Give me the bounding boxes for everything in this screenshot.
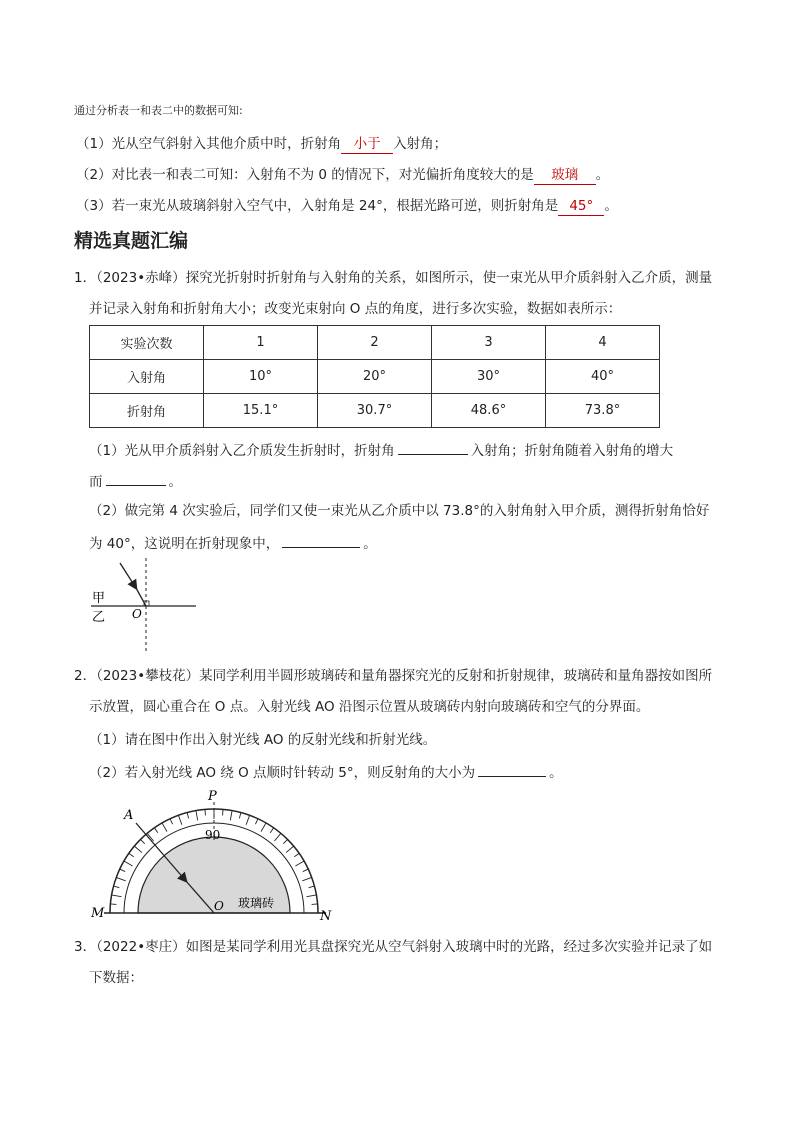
protractor-tick <box>294 853 299 856</box>
q3-text-line1: 如图是某同学利用光具盘探究光从空气斜射入玻璃中时的光路，经过多次实验并记录了如 <box>185 939 713 955</box>
table-cell: 4 <box>546 326 660 360</box>
label-o: O <box>214 899 224 913</box>
q2-sub2-a: （2）若入射光线 AO 绕 O 点顺时针转动 5°，则反射角的大小为 <box>89 765 476 781</box>
table-cell: 入射角 <box>90 360 204 394</box>
label-a: A <box>124 808 134 823</box>
q1-sub1-b: 入射角；折射角随着入射角的增大 <box>470 443 674 459</box>
intro-text: 通过分析表一和表二中的数据可知: <box>74 104 243 117</box>
label-yi: 乙 <box>92 610 106 625</box>
conclusion-1-before: 光从空气斜射入其他介质中时，折射角 <box>111 136 342 152</box>
q1-sub1-a: （1）光从甲介质斜射入乙介质发生折射时，折射角 <box>89 443 395 459</box>
incident-ray-tail <box>136 588 146 606</box>
conclusion-3 <box>76 197 618 216</box>
protractor-tick <box>114 886 120 888</box>
label-m: M <box>91 906 105 921</box>
q2-sub2 <box>89 762 563 782</box>
table-cell: 1 <box>204 326 318 360</box>
q2-source: （2023•攀枝花） <box>96 668 200 684</box>
table-cell: 折射角 <box>90 394 204 428</box>
protractor-tick <box>239 813 241 819</box>
protractor-tick <box>223 809 224 815</box>
conclusion-3-answer: 45° <box>558 197 604 216</box>
q2-blank-1[interactable] <box>478 762 546 777</box>
label-o: O <box>132 607 142 621</box>
table-cell: 3 <box>432 326 546 360</box>
table-cell: 实验次数 <box>90 326 204 360</box>
q3-num: 3． <box>74 939 97 955</box>
conclusion-1-after: 入射角； <box>393 136 448 152</box>
table-cell: 73.8° <box>546 394 660 428</box>
protractor-tick <box>116 877 125 880</box>
table-row <box>90 360 660 394</box>
q2-sub2-b: 。 <box>549 765 563 781</box>
table-cell: 40° <box>546 360 660 394</box>
table-cell: 48.6° <box>432 394 546 428</box>
q2-protractor-figure <box>86 786 342 924</box>
q1-sub1-d: 。 <box>168 474 182 490</box>
q1-data-table <box>89 325 660 428</box>
label-90: 90 <box>205 828 221 842</box>
q2-num: 2． <box>74 668 97 684</box>
table-cell: 30.7° <box>318 394 432 428</box>
protractor-tick <box>309 886 315 888</box>
label-glass: 玻璃砖 <box>238 896 275 910</box>
protractor-tick <box>261 823 266 832</box>
q1-text-line1: 探究光折射时折射角与入射角的关系，如图所示，使一束光从甲介质斜射入乙介质，测量 <box>185 270 713 286</box>
conclusion-2-num: （2） <box>76 167 112 183</box>
q1-blank-2[interactable] <box>106 471 166 486</box>
conclusion-1 <box>76 135 447 154</box>
q1-sub2-a: （2）做完第 4 次实验后，同学们又使一束光从乙介质中以 73.8°的入射角射入甲介质，测得折射角恰好 <box>89 503 710 519</box>
conclusion-2-after: 。 <box>595 167 610 183</box>
protractor-tick <box>170 819 173 824</box>
conclusion-3-num: （3） <box>76 198 112 214</box>
protractor-tick <box>178 815 181 824</box>
protractor-tick <box>246 815 249 824</box>
protractor-tick <box>205 809 206 815</box>
conclusion-1-answer: 小于 <box>341 135 393 154</box>
label-p: P <box>208 789 217 804</box>
q1-num: 1． <box>74 270 97 286</box>
protractor-tick <box>295 861 304 866</box>
section-title: 精选真题汇编 <box>74 230 189 252</box>
protractor-tick <box>187 813 189 819</box>
q1-sub1-line1 <box>89 440 673 460</box>
conclusion-3-before: 若一束光从玻璃斜射入空气中，入射角是 24°，根据光路可逆，则折射角是 <box>111 198 559 214</box>
protractor-tick <box>302 877 311 880</box>
q1-sub1-c: 而 <box>89 474 103 490</box>
protractor-tick <box>196 811 198 821</box>
table-row <box>90 394 660 428</box>
q3-text-line2: 下数据： <box>89 970 143 986</box>
protractor-tick <box>255 819 258 824</box>
protractor-tick <box>110 904 116 905</box>
q2-line1 <box>74 667 712 685</box>
q1-sub2-c: 。 <box>363 536 377 552</box>
q1-sub2-b: 为 40°，这说明在折射现象中， <box>89 536 280 552</box>
q1-text-line2: 并记录入射角和折射角大小；改变光束射向 O 点的角度，进行多次实验，数据如表所示： <box>89 301 622 317</box>
q3-line1 <box>74 938 712 956</box>
protractor-tick <box>312 904 318 905</box>
protractor-tick <box>162 823 167 832</box>
table-cell: 2 <box>318 326 432 360</box>
conclusion-2 <box>76 166 609 185</box>
protractor-tick <box>124 861 133 866</box>
table-row <box>90 326 660 360</box>
table-cell: 30° <box>432 360 546 394</box>
q1-line1 <box>74 269 712 287</box>
q2-text-line1: 某同学利用半圆形玻璃砖和量角器探究光的反射和折射规律，玻璃砖和量角器按如图所 <box>199 668 713 684</box>
protractor-tick <box>120 869 125 872</box>
table-cell: 15.1° <box>204 394 318 428</box>
q1-blank-1[interactable] <box>398 440 468 455</box>
q1-source: （2023•赤峰） <box>96 270 186 286</box>
q2-text-line2: 示放置，圆心重合在 O 点。入射光线 AO 沿图示位置从玻璃砖内射向玻璃砖和空气的分界面。 <box>89 699 650 715</box>
protractor-tick <box>140 839 144 843</box>
protractor-tick <box>134 846 142 852</box>
table-cell: 20° <box>318 360 432 394</box>
protractor-tick <box>270 828 273 833</box>
protractor-tick <box>129 853 134 856</box>
conclusion-3-after: 。 <box>604 198 618 214</box>
incident-ray <box>120 563 136 588</box>
table-cell: 10° <box>204 360 318 394</box>
protractor-tick <box>154 828 157 833</box>
label-jia: 甲 <box>92 591 106 606</box>
protractor-tick <box>230 811 232 821</box>
q2-sub1: （1）请在图中作出入射光线 AO 的反射光线和折射光线。 <box>89 732 437 748</box>
conclusion-2-answer: 玻璃 <box>534 166 596 185</box>
conclusion-2-before: 对比表一和表二可知：入射角不为 0 的情况下，对光偏折角度较大的是 <box>111 167 534 183</box>
q1-refraction-figure <box>86 556 201 654</box>
protractor-tick <box>303 869 308 872</box>
q1-sub2-line2 <box>89 533 377 553</box>
protractor-tick <box>286 846 294 852</box>
q1-blank-3[interactable] <box>282 533 360 548</box>
label-n: N <box>320 909 332 924</box>
protractor-tick <box>112 895 122 897</box>
protractor-tick <box>283 839 287 843</box>
protractor-tick <box>274 833 280 841</box>
q1-sub1-line2 <box>89 471 182 491</box>
protractor-tick <box>307 895 317 897</box>
q3-source: （2022•枣庄） <box>96 939 186 955</box>
conclusion-1-num: （1） <box>76 136 112 152</box>
